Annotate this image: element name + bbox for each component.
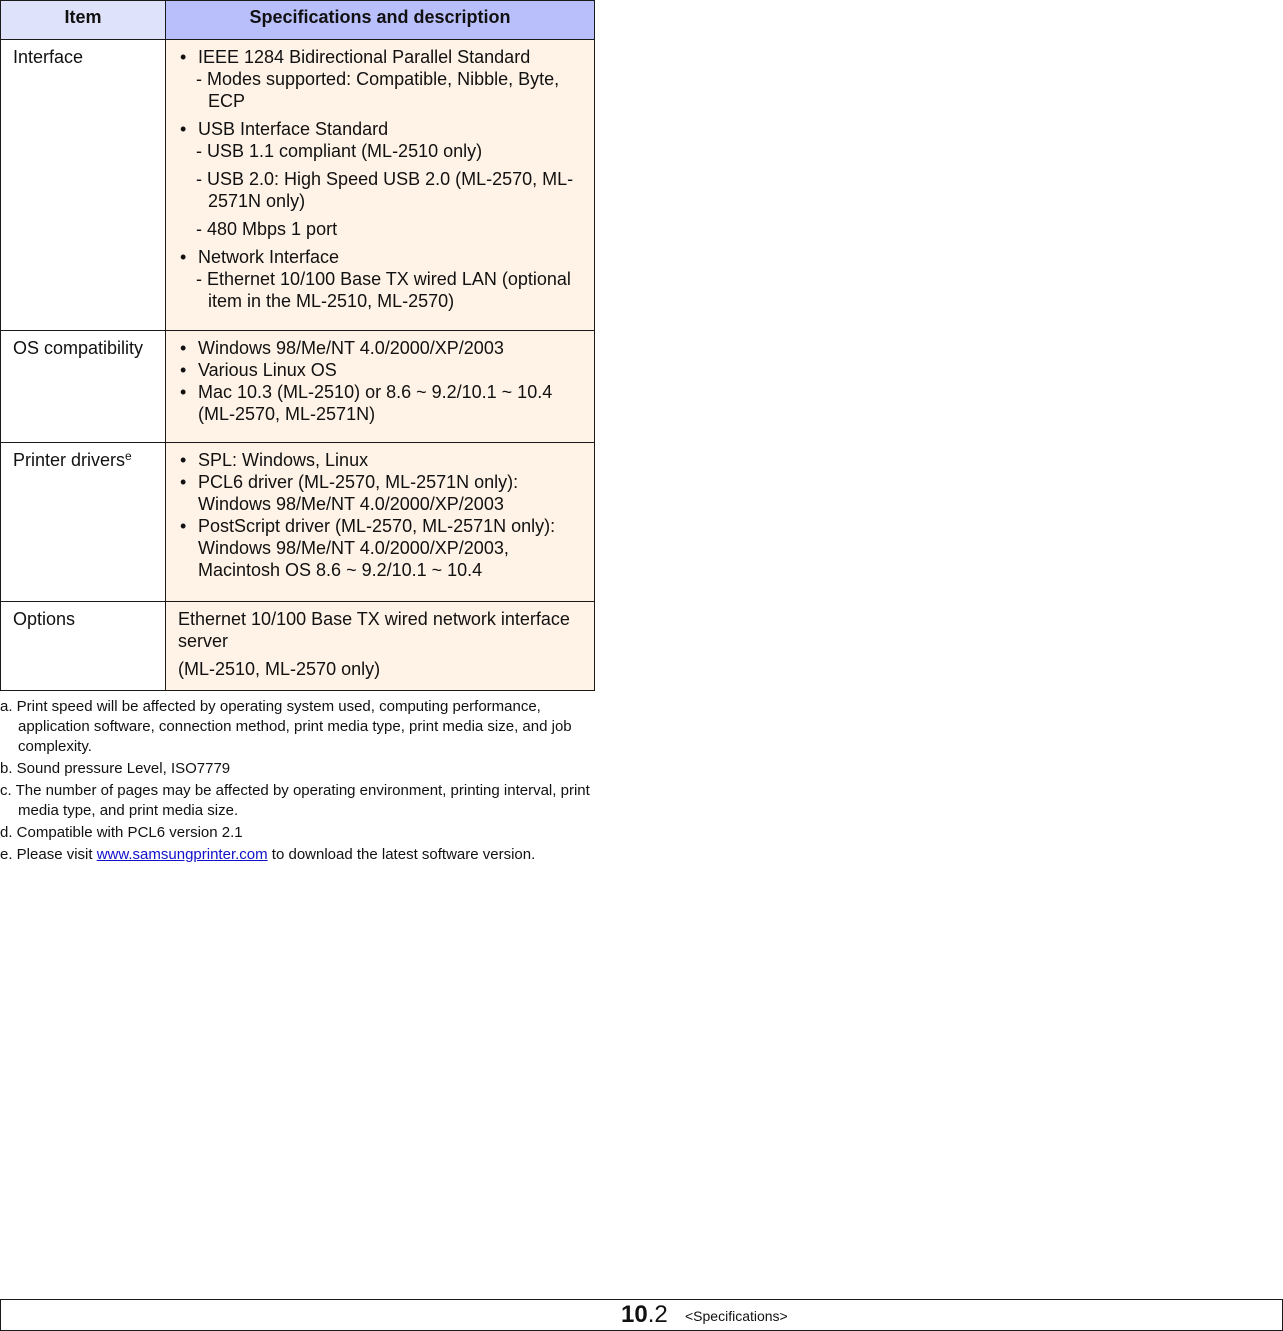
- list-subitem: - Ethernet 10/100 Base TX wired LAN (optional item in the ML-2510, ML-2570): [196, 269, 571, 311]
- page-number: 10.2: [621, 1301, 668, 1328]
- row-spec: [166, 443, 595, 602]
- table-header-row: [1, 1, 595, 40]
- table-row: [1, 443, 595, 602]
- list-subitem: - USB 1.1 compliant (ML-2510 only): [196, 141, 483, 161]
- footnote-d: d. Compatible with PCL6 version 2.1: [0, 824, 243, 841]
- list-item: • Various Linux OS: [178, 359, 586, 381]
- list-item: • Windows 98/Me/NT 4.0/2000/XP/2003: [178, 337, 586, 359]
- list-subitem: - 480 Mbps 1 port: [196, 219, 338, 239]
- row-spec: [166, 40, 595, 331]
- table-row: [1, 331, 595, 443]
- row-spec: [166, 331, 595, 443]
- spec-text: (ML-2510, ML-2570 only): [178, 659, 381, 679]
- table-row: [1, 602, 595, 691]
- row-spec: [166, 602, 595, 691]
- page-footer: [0, 1299, 1283, 1331]
- footnote-a: a. Print speed will be affected by operating system used, computing performance, application software, connection method, print media type, print media size, and job complexity.: [0, 698, 572, 755]
- list-item: • USB Interface Standard: [178, 118, 586, 140]
- table-row: [1, 40, 595, 331]
- list-item: • PCL6 driver (ML-2570, ML-2571N only): Windows 98/Me/NT 4.0/2000/XP/2003: [178, 471, 586, 515]
- footnote-ref: e: [125, 449, 132, 463]
- spec-table: [0, 0, 595, 691]
- list-item: • SPL: Windows, Linux: [178, 449, 586, 471]
- list-item: • Mac 10.3 (ML-2510) or 8.6 ~ 9.2/10.1 ~ 10.4 (ML-2570, ML-2571N): [178, 381, 586, 425]
- list-item: • Network Interface: [178, 246, 586, 268]
- footer-title: <Specifications>: [685, 1308, 788, 1324]
- header-spec: Specifications and description: [166, 1, 595, 40]
- footnote-b: b. Sound pressure Level, ISO7779: [0, 760, 231, 777]
- list-item: • PostScript driver (ML-2570, ML-2571N only): Windows 98/Me/NT 4.0/2000/XP/2003, Macintosh OS 8.6 ~ 9.2/10.1 ~ 10.4: [178, 515, 586, 581]
- footnote-e: e. Please visit www.samsungprinter.com to download the latest software version.: [0, 846, 536, 863]
- row-item-label: Printer drivers$^e$: [1, 443, 166, 602]
- header-item: Item: [1, 1, 166, 40]
- list-subitem: - USB 2.0: High Speed USB 2.0 (ML-2570, ML-2571N only): [196, 169, 574, 211]
- list-subitem: - Modes supported: Compatible, Nibble, Byte, ECP: [196, 69, 560, 111]
- samsung-link[interactable]: www.samsungprinter.com: [96, 846, 268, 863]
- spec-text: Ethernet 10/100 Base TX wired network interface server: [178, 609, 570, 651]
- list-item: • IEEE 1284 Bidirectional Parallel Standard: [178, 46, 586, 68]
- row-item-label: Interface: [1, 40, 166, 331]
- row-item-label: Options: [1, 602, 166, 691]
- row-item-label: OS compatibility: [1, 331, 166, 443]
- footnote-c: c. The number of pages may be affected by operating environment, printing interval, print media type, and print media size.: [0, 782, 590, 819]
- footnotes: [0, 697, 598, 867]
